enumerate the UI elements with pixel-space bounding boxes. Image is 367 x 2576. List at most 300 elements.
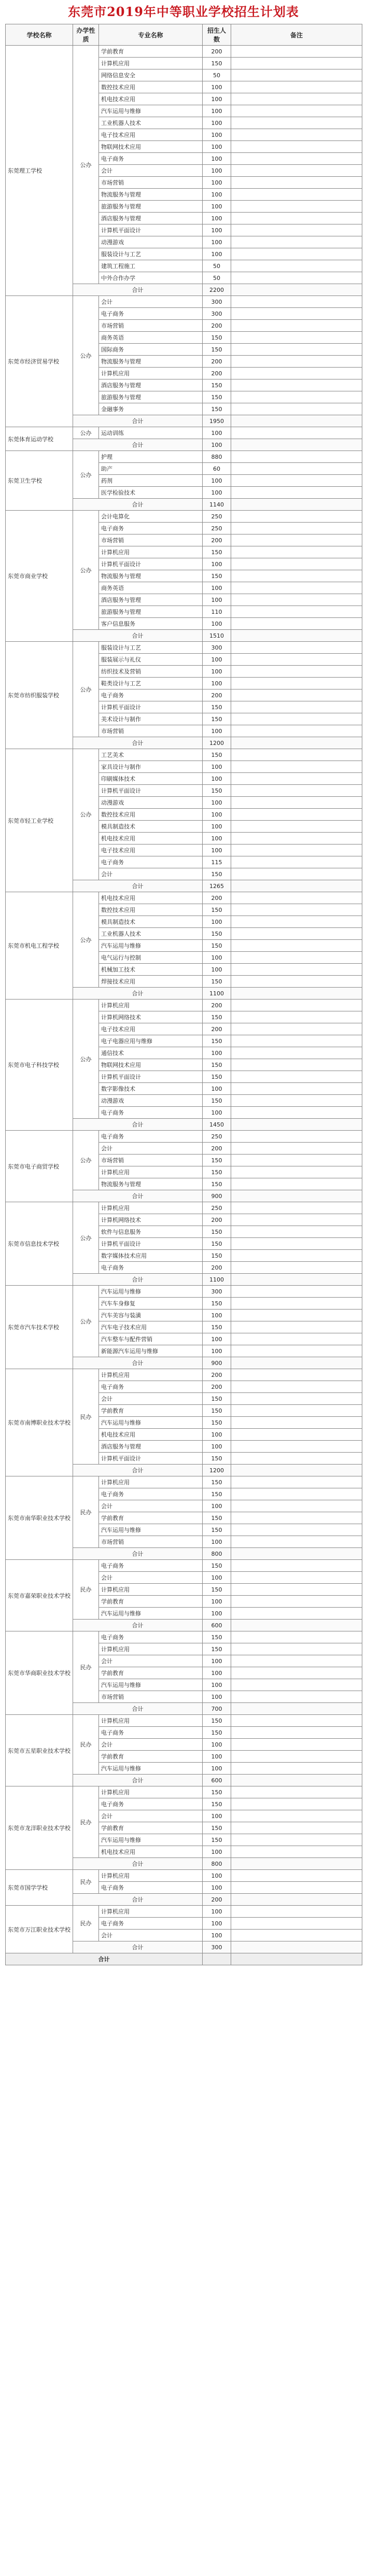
note-text	[231, 1524, 362, 1536]
quota-value: 100	[203, 1310, 231, 1321]
note-text	[231, 1786, 362, 1798]
major-name: 计算机平面设计	[99, 1071, 203, 1083]
quota-value: 100	[203, 678, 231, 689]
subtotal-note	[231, 880, 362, 892]
quota-value: 250	[203, 523, 231, 534]
quota-value: 100	[203, 213, 231, 224]
table-header-row	[6, 24, 362, 46]
subtotal-label: 合计	[73, 1465, 203, 1476]
quota-value: 200	[203, 1023, 231, 1035]
quota-value: 100	[203, 1107, 231, 1119]
major-name: 学前教育	[99, 1596, 203, 1608]
major-name: 机电技术应用	[99, 833, 203, 844]
subtotal-value: 900	[203, 1190, 231, 1202]
school-name: 东莞市龙洋职业技术学校	[6, 1786, 73, 1870]
major-name: 计算机应用	[99, 1870, 203, 1882]
note-text	[231, 1166, 362, 1178]
table-body	[6, 46, 362, 1965]
header-school: 学校名称	[6, 24, 73, 46]
school-type: 公办	[73, 451, 99, 499]
quota-value: 100	[203, 1918, 231, 1930]
quota-value: 300	[203, 296, 231, 308]
subtotal-note	[231, 1620, 362, 1631]
major-name: 汽车运用与维修	[99, 1417, 203, 1429]
major-name: 物联网技术应用	[99, 1059, 203, 1071]
quota-value: 150	[203, 1226, 231, 1238]
quota-value: 150	[203, 1011, 231, 1023]
major-name: 计算机应用	[99, 1000, 203, 1011]
quota-value: 150	[203, 1453, 231, 1465]
major-name: 汽车车身修复	[99, 1298, 203, 1310]
table-wrap	[5, 24, 362, 1965]
note-text	[231, 248, 362, 260]
table-row	[6, 46, 362, 58]
quota-value: 100	[203, 117, 231, 129]
note-text	[231, 785, 362, 797]
note-text	[231, 1572, 362, 1584]
note-text	[231, 1608, 362, 1620]
enrollment-plan-table	[5, 24, 362, 1965]
table-row	[6, 1560, 362, 1572]
major-name: 电子商务	[99, 1488, 203, 1500]
quota-value: 150	[203, 1524, 231, 1536]
major-name: 计算机应用	[99, 58, 203, 69]
school-type: 公办	[73, 427, 99, 439]
note-text	[231, 141, 362, 153]
major-name: 酒店服务与管理	[99, 1441, 203, 1453]
quota-value: 150	[203, 1488, 231, 1500]
table-row	[6, 1715, 362, 1727]
major-name: 会计	[99, 1500, 203, 1512]
subtotal-value: 1510	[203, 630, 231, 642]
major-name: 计算机应用	[99, 1476, 203, 1488]
header-type: 办学性质	[73, 24, 99, 46]
major-name: 会计	[99, 1143, 203, 1155]
quota-value: 150	[203, 868, 231, 880]
major-name: 电子商务	[99, 856, 203, 868]
quota-value: 150	[203, 546, 231, 558]
subtotal-note	[231, 1858, 362, 1870]
quota-value: 100	[203, 129, 231, 141]
major-name: 电子商务	[99, 308, 203, 320]
major-name: 计算机平面设计	[99, 785, 203, 797]
major-name: 计算机平面设计	[99, 701, 203, 713]
note-text	[231, 1011, 362, 1023]
table-row	[6, 511, 362, 523]
subtotal-note	[231, 499, 362, 511]
quota-value: 150	[203, 1584, 231, 1596]
major-name: 计算机应用	[99, 1369, 203, 1381]
note-text	[231, 725, 362, 737]
major-name: 会计	[99, 1655, 203, 1667]
quota-value: 200	[203, 1143, 231, 1155]
subtotal-label: 合计	[73, 1941, 203, 1953]
major-name: 计算机应用	[99, 1643, 203, 1655]
major-name: 中外合作办学	[99, 272, 203, 284]
note-text	[231, 1631, 362, 1643]
major-name: 会计	[99, 868, 203, 880]
major-name: 计算机应用	[99, 546, 203, 558]
school-name: 东莞市信息技术学校	[6, 1202, 73, 1286]
note-text	[231, 642, 362, 654]
note-text	[231, 379, 362, 391]
header-major: 专业名称	[99, 24, 203, 46]
grand-total-note	[231, 1953, 362, 1965]
quota-value: 100	[203, 761, 231, 773]
school-name: 东莞市电子商贸学校	[6, 1131, 73, 1202]
note-text	[231, 213, 362, 224]
major-name: 数控技术应用	[99, 809, 203, 821]
subtotal-value: 1450	[203, 1119, 231, 1131]
subtotal-label: 合计	[73, 1620, 203, 1631]
quota-value: 150	[203, 1155, 231, 1166]
quota-value: 150	[203, 1631, 231, 1643]
major-name: 建筑工程施工	[99, 260, 203, 272]
note-text	[231, 463, 362, 475]
note-text	[231, 1930, 362, 1941]
major-name: 会计	[99, 165, 203, 177]
note-text	[231, 523, 362, 534]
school-name: 东莞市南博职业技术学校	[6, 1369, 73, 1476]
quota-value: 100	[203, 427, 231, 439]
note-text	[231, 868, 362, 880]
note-text	[231, 1059, 362, 1071]
major-name: 电子商务	[99, 1381, 203, 1393]
major-name: 计算机应用	[99, 1584, 203, 1596]
quota-value: 100	[203, 1739, 231, 1751]
major-name: 会计	[99, 1810, 203, 1822]
quota-value: 100	[203, 153, 231, 165]
major-name: 运动训练	[99, 427, 203, 439]
major-name: 商务英语	[99, 582, 203, 594]
major-name: 电子技术应用	[99, 1023, 203, 1035]
note-text	[231, 427, 362, 439]
school-type: 公办	[73, 511, 99, 630]
quota-value: 60	[203, 463, 231, 475]
note-text	[231, 1691, 362, 1703]
subtotal-note	[231, 1548, 362, 1560]
note-text	[231, 1071, 362, 1083]
subtotal-label: 合计	[73, 1274, 203, 1286]
subtotal-note	[231, 630, 362, 642]
quota-value: 100	[203, 1536, 231, 1548]
quota-value: 100	[203, 1608, 231, 1620]
note-text	[231, 1512, 362, 1524]
school-name: 东莞卫生学校	[6, 451, 73, 511]
note-text	[231, 1870, 362, 1882]
quota-value: 100	[203, 1751, 231, 1763]
note-text	[231, 534, 362, 546]
note-text	[231, 1202, 362, 1214]
major-name: 汽车美容与装潢	[99, 1310, 203, 1321]
quota-value: 150	[203, 1035, 231, 1047]
quota-value: 100	[203, 248, 231, 260]
quota-value: 150	[203, 1095, 231, 1107]
note-text	[231, 1536, 362, 1548]
subtotal-note	[231, 988, 362, 1000]
school-type: 民办	[73, 1476, 99, 1548]
school-name: 东莞市国学学校	[6, 1870, 73, 1906]
major-name: 电子商务	[99, 1107, 203, 1119]
major-name: 市场营销	[99, 534, 203, 546]
major-name: 汽车运用与维修	[99, 940, 203, 952]
note-text	[231, 546, 362, 558]
subtotal-value: 1950	[203, 415, 231, 427]
note-text	[231, 1155, 362, 1166]
school-type: 公办	[73, 296, 99, 415]
note-text	[231, 1834, 362, 1846]
major-name: 计算机应用	[99, 1786, 203, 1798]
school-name: 东莞市嘉荣职业技术学校	[6, 1560, 73, 1631]
subtotal-value: 800	[203, 1548, 231, 1560]
quota-value: 100	[203, 773, 231, 785]
subtotal-label: 合计	[73, 1548, 203, 1560]
quota-value: 100	[203, 1441, 231, 1453]
quota-value: 200	[203, 892, 231, 904]
quota-value: 100	[203, 1930, 231, 1941]
note-text	[231, 666, 362, 678]
quota-value: 150	[203, 1715, 231, 1727]
note-text	[231, 177, 362, 189]
note-text	[231, 928, 362, 940]
table-row	[6, 451, 362, 463]
note-text	[231, 940, 362, 952]
major-name: 电子电器应用与维修	[99, 1035, 203, 1047]
note-text	[231, 964, 362, 976]
note-text	[231, 1918, 362, 1930]
school-type: 民办	[73, 1631, 99, 1703]
quota-value: 100	[203, 809, 231, 821]
major-name: 印刷媒体技术	[99, 773, 203, 785]
note-text	[231, 1655, 362, 1667]
school-type: 民办	[73, 1786, 99, 1858]
note-text	[231, 224, 362, 236]
subtotal-value: 600	[203, 1620, 231, 1631]
quota-value: 150	[203, 344, 231, 356]
quota-value: 100	[203, 916, 231, 928]
major-name: 服装设计与工艺	[99, 248, 203, 260]
quota-value: 100	[203, 1083, 231, 1095]
major-name: 学前教育	[99, 1751, 203, 1763]
major-name: 旅游服务与管理	[99, 606, 203, 618]
quota-value: 100	[203, 725, 231, 737]
quota-value: 200	[203, 1381, 231, 1393]
quota-value: 200	[203, 689, 231, 701]
major-name: 服装展示与礼仪	[99, 654, 203, 666]
major-name: 学前教育	[99, 46, 203, 58]
note-text	[231, 236, 362, 248]
major-name: 数控技术应用	[99, 81, 203, 93]
note-text	[231, 833, 362, 844]
subtotal-label: 合计	[73, 1119, 203, 1131]
major-name: 市场营销	[99, 320, 203, 332]
quota-value: 300	[203, 1286, 231, 1298]
major-name: 电气运行与控制	[99, 952, 203, 964]
major-name: 计算机应用	[99, 1715, 203, 1727]
quota-value: 150	[203, 403, 231, 415]
quota-value: 150	[203, 1798, 231, 1810]
major-name: 电子商务	[99, 1131, 203, 1143]
major-name: 金融事务	[99, 403, 203, 415]
major-name: 学前教育	[99, 1512, 203, 1524]
subtotal-value: 1265	[203, 880, 231, 892]
note-text	[231, 1822, 362, 1834]
note-text	[231, 1214, 362, 1226]
note-text	[231, 403, 362, 415]
major-name: 工业机器人技术	[99, 928, 203, 940]
quota-value: 100	[203, 797, 231, 809]
note-text	[231, 129, 362, 141]
quota-value: 100	[203, 1870, 231, 1882]
quota-value: 200	[203, 534, 231, 546]
subtotal-label: 合计	[73, 880, 203, 892]
note-text	[231, 761, 362, 773]
major-name: 旅游服务与管理	[99, 201, 203, 213]
table-row	[6, 1476, 362, 1488]
quota-value: 100	[203, 1047, 231, 1059]
school-type: 公办	[73, 642, 99, 737]
note-text	[231, 1667, 362, 1679]
quota-value: 100	[203, 236, 231, 248]
quota-value: 150	[203, 1238, 231, 1250]
note-text	[231, 1321, 362, 1333]
quota-value: 880	[203, 451, 231, 463]
quota-value: 150	[203, 1166, 231, 1178]
major-name: 机械加工技术	[99, 964, 203, 976]
note-text	[231, 344, 362, 356]
note-text	[231, 678, 362, 689]
major-name: 工业机器人技术	[99, 117, 203, 129]
major-name: 计算机应用	[99, 1202, 203, 1214]
quota-value: 100	[203, 558, 231, 570]
subtotal-note	[231, 284, 362, 296]
note-text	[231, 189, 362, 201]
major-name: 会计	[99, 1393, 203, 1405]
school-type: 民办	[73, 1369, 99, 1465]
quota-value: 200	[203, 1369, 231, 1381]
major-name: 电子商务	[99, 689, 203, 701]
subtotal-note	[231, 1703, 362, 1715]
major-name: 计算机应用	[99, 1166, 203, 1178]
major-name: 电子商务	[99, 1262, 203, 1274]
quota-value: 100	[203, 141, 231, 153]
quota-value: 100	[203, 1810, 231, 1822]
quota-value: 100	[203, 177, 231, 189]
major-name: 数字媒体技术应用	[99, 1250, 203, 1262]
quota-value: 150	[203, 1822, 231, 1834]
major-name: 计算机平面设计	[99, 1238, 203, 1250]
note-text	[231, 1441, 362, 1453]
school-name: 东莞理工学校	[6, 46, 73, 296]
major-name: 药剂	[99, 475, 203, 487]
quota-value: 150	[203, 1071, 231, 1083]
school-name: 东莞市机电工程学校	[6, 892, 73, 1000]
note-text	[231, 916, 362, 928]
major-name: 汽车整车与配件营销	[99, 1333, 203, 1345]
quota-value: 300	[203, 308, 231, 320]
note-text	[231, 1846, 362, 1858]
subtotal-value: 200	[203, 1894, 231, 1906]
subtotal-note	[231, 1190, 362, 1202]
school-name: 东莞市轻工业学校	[6, 749, 73, 892]
subtotal-label: 合计	[73, 415, 203, 427]
major-name: 模具制造技术	[99, 821, 203, 833]
note-text	[231, 1298, 362, 1310]
quota-value: 150	[203, 904, 231, 916]
table-row	[6, 1786, 362, 1798]
major-name: 焊接技术应用	[99, 976, 203, 988]
note-text	[231, 1488, 362, 1500]
major-name: 机电技术应用	[99, 892, 203, 904]
subtotal-label: 合计	[73, 1357, 203, 1369]
subtotal-label: 合计	[73, 1190, 203, 1202]
subtotal-label: 合计	[73, 988, 203, 1000]
note-text	[231, 1023, 362, 1035]
table-row	[6, 1631, 362, 1643]
subtotal-note	[231, 439, 362, 451]
quota-value: 100	[203, 833, 231, 844]
major-name: 计算机平面设计	[99, 1453, 203, 1465]
major-name: 动漫游戏	[99, 797, 203, 809]
school-type: 公办	[73, 1202, 99, 1274]
note-text	[231, 1238, 362, 1250]
note-text	[231, 1810, 362, 1822]
note-text	[231, 1584, 362, 1596]
quota-value: 100	[203, 1846, 231, 1858]
school-name: 东莞市电子科技学校	[6, 1000, 73, 1131]
note-text	[231, 582, 362, 594]
note-text	[231, 1596, 362, 1608]
major-name: 电子技术应用	[99, 844, 203, 856]
table-row	[6, 892, 362, 904]
major-name: 酒店服务与管理	[99, 213, 203, 224]
major-name: 电子商务	[99, 1882, 203, 1894]
quota-value: 150	[203, 1643, 231, 1655]
school-type: 民办	[73, 1906, 99, 1941]
quota-value: 150	[203, 1834, 231, 1846]
major-name: 旅游服务与管理	[99, 391, 203, 403]
major-name: 电子商务	[99, 153, 203, 165]
quota-value: 150	[203, 701, 231, 713]
subtotal-label: 合计	[73, 1858, 203, 1870]
note-text	[231, 46, 362, 58]
school-type: 公办	[73, 1131, 99, 1190]
quota-value: 200	[203, 1000, 231, 1011]
quota-value: 150	[203, 1417, 231, 1429]
note-text	[231, 773, 362, 785]
school-type: 公办	[73, 892, 99, 988]
quota-value: 150	[203, 332, 231, 344]
major-name: 机电技术应用	[99, 1429, 203, 1441]
note-text	[231, 1262, 362, 1274]
table-row	[6, 1369, 362, 1381]
major-name: 学前教育	[99, 1405, 203, 1417]
quota-value: 100	[203, 654, 231, 666]
quota-value: 100	[203, 1345, 231, 1357]
school-type: 民办	[73, 1715, 99, 1775]
quota-value: 100	[203, 1655, 231, 1667]
note-text	[231, 201, 362, 213]
subtotal-value: 1200	[203, 1465, 231, 1476]
quota-value: 150	[203, 570, 231, 582]
quota-value: 150	[203, 1178, 231, 1190]
quota-value: 100	[203, 189, 231, 201]
subtotal-value: 800	[203, 1858, 231, 1870]
major-name: 助产	[99, 463, 203, 475]
quota-value: 150	[203, 1059, 231, 1071]
note-text	[231, 1083, 362, 1095]
major-name: 计算机平面设计	[99, 558, 203, 570]
